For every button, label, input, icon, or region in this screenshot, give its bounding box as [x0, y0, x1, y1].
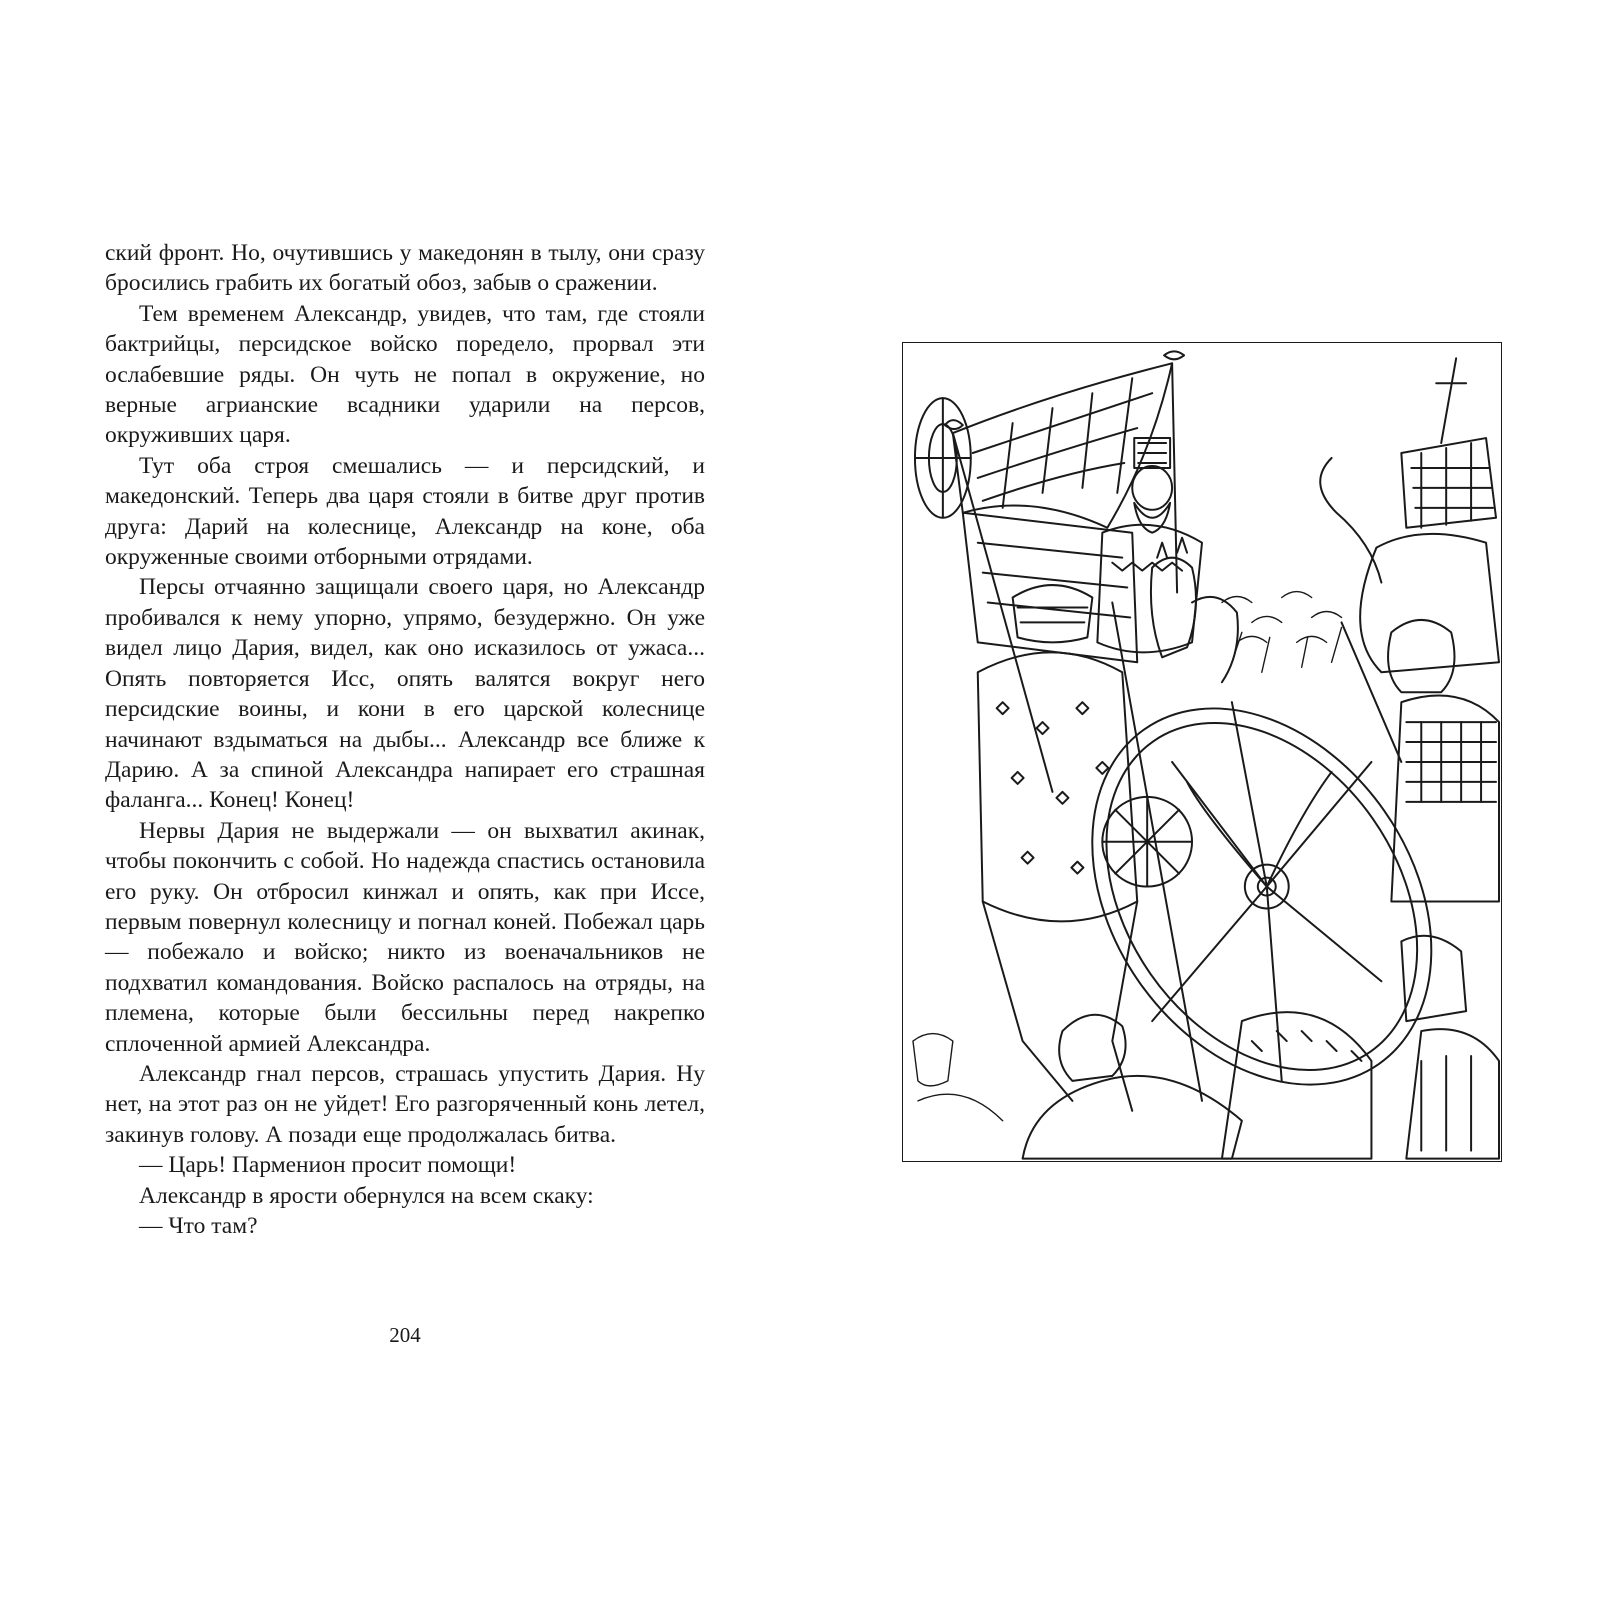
- wheel-drawing: [1022, 643, 1501, 1149]
- dialogue-line-1: — Царь! Парменион просит помощи!: [139, 1152, 517, 1179]
- paragraph-5: Нервы Дария не выдержали — он выхватил акинак, чтобы покончить с собой. Но надежда спастись остановила его руку. Он отбросил кинжал и опять, как при Иссе, первым повернул колесницу и погнал коней. Побежал царь — побежало и войско; никто из военачальников не подхватил командования. Войско распалось на отряды, на племена, которые были бессильны перед накрепко сплоченной армией Александра.: [105, 817, 705, 1057]
- battle-illustration: [902, 342, 1502, 1162]
- elephant-drawing: [1320, 358, 1499, 672]
- soldier-back-drawing: [978, 585, 1202, 1111]
- paragraph-3: Тут оба строя смешались — и персидский, и македонский. Теперь два царя стояли в битве друг против друга: Дарий на колеснице, Александр на коне, оба окруженные своими отборными отрядами.: [105, 452, 705, 571]
- crowd-drawing: [913, 592, 1342, 1121]
- paragraph-6: Александр гнал персов, страшась упустить Дария. Ну нет, на этот раз он не уйдет! Его разгоряченный конь летел, закинув голову. А позади еще продолжалась битва.: [105, 1060, 705, 1148]
- dialogue-line-3: — Что там?: [139, 1213, 258, 1239]
- text-column: [105, 238, 705, 1241]
- paragraph-4: Персы отчаянно защищали своего царя, но Александр пробивался к нему упорно, упрямо, безудержно. Он уже видел лицо Дария, видел, как оно исказилось от ужаса... Опять повторяется Исс, опять валятся вокруг него персидские воины, и кони в его царской колеснице начинают вздыматься на дыбы... Александр все ближе к Дарию. А за спиной Александра напирает его страшная фаланга... Конец! Конец!: [105, 574, 705, 814]
- chariot-drawing: [963, 513, 1192, 887]
- paragraph-1: ский фронт. Но, очутившись у македонян в тылу, они сразу бросились грабить их богатый обоз, забыв о сражении.: [105, 240, 705, 297]
- darius-figure-drawing: [1097, 438, 1202, 652]
- paragraph-2: Тем временем Александр, увидев, что там, где стояли бактрийцы, персидское войско поредело, прорвал эти ослабевшие ряды. Он чуть не попал в окружение, но верные агрианские всадники ударили на персов, окруживших царя.: [105, 300, 705, 449]
- dialogue-line-2: Александр в ярости обернулся на всем скаку:: [139, 1182, 594, 1209]
- warriors-right-drawing: [1342, 620, 1499, 902]
- fallen-warrior-drawing: [1023, 936, 1499, 1159]
- page-number: 204: [389, 1323, 421, 1347]
- shield-drawing: [915, 398, 971, 518]
